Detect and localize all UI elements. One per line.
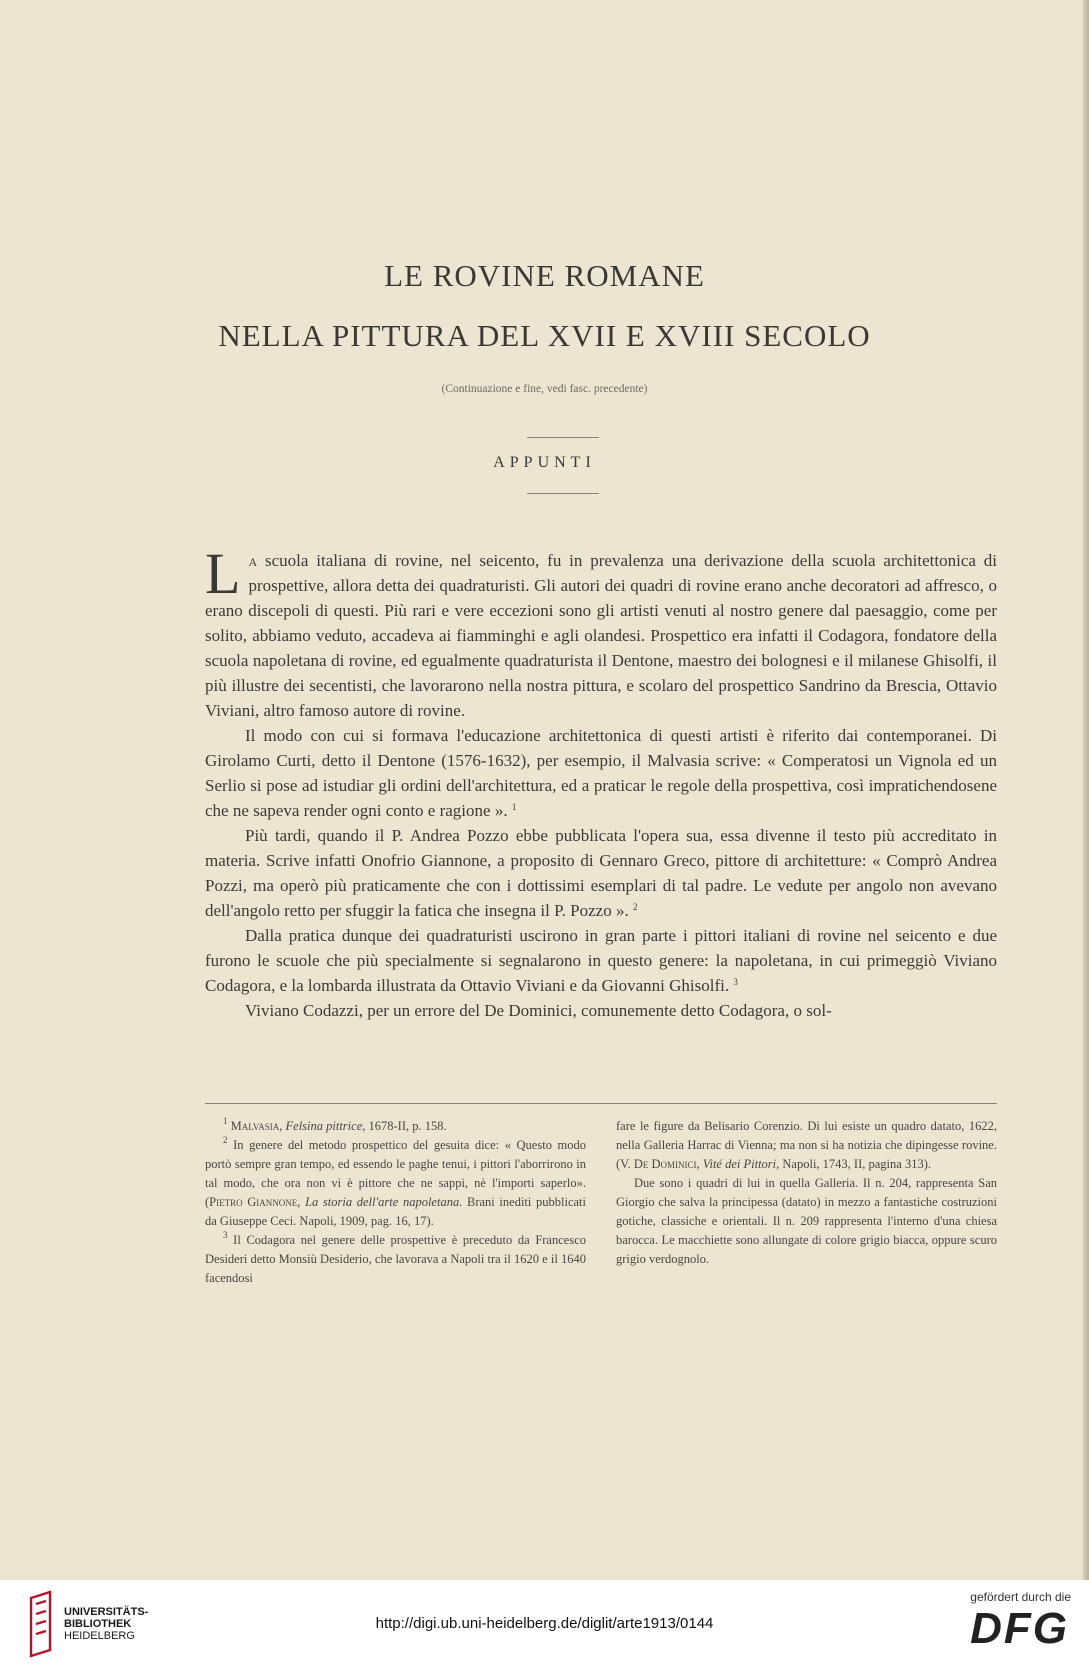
drop-cap: L [205,541,241,606]
footnote-ref-2[interactable]: 2 [632,902,638,912]
footnote-2 [205,1136,586,1231]
footnote-3-paragraph-2 [616,1174,997,1269]
footnote-2-number: 2 [223,1135,228,1145]
paragraph-5-text: Viviano Codazzi, per un errore del De Dominici, comunemente detto Codagora, o sol- [245,1001,832,1020]
footnote-2-title: La storia dell'arte napoletana. [300,1195,463,1209]
footnote-separator [205,1103,997,1104]
footnote-1-rest: 1678-II, p. 158. [365,1119,447,1133]
footnote-1-title: Felsina pittrice, [285,1119,366,1133]
footnote-2-text: In genere del metodo prospettico del gesuita dice: « Questo modo portò sempre gran tempo, ed essendo le paghe tenui, i pittori l'aborrirono in tal modo, che ora non vi è pittore che ne sappi, nè l'importi saperlo». ( [205,1138,586,1209]
paragraph-1 [205,541,997,723]
paragraph-1-text: scuola italiana di rovine, nel seicento, fu in prevalenza una derivazione della scuola architettonica di prospettive, allora detta dei quadraturisti. Gli autori dei quadri di rovine erano anche decoratori ad affresco, o erano discepoli di questi. Più rari e vere eccezioni sono gli artisti venuti al nostro genere dal paesaggio, come per solito, abbiamo veduto, accadeva ai fiamminghi e agli olandesi. Prospettico era infatti il Codagora, fondatore della scuola napoletana di rovine, ed egualmente quadraturista il Dentone, maestro dei bolognesi e il milanese Ghisolfi, il più illustre dei secentisti, che lavorarono nella nostra pittura, e scolaro del prospettico Sandrino da Brescia, Ottavio Viviani, altro famoso autore di rovine. [205,551,997,720]
footnote-3 [205,1231,586,1288]
footnote-3-continued [616,1117,997,1174]
footnote-3-title: Vité dei Pittori, [699,1157,780,1171]
footnote-1 [205,1117,586,1136]
article-body [205,541,997,1023]
article-title-line1: LE ROVINE ROMANE [384,258,705,293]
university-line-3: HEIDELBERG [64,1630,135,1642]
footnote-3-text-c: Due sono i quadri di lui in quella Galleria. Il n. 204, rappresenta San Giorgio che salva la principessa (datato) in mezzo a fantastiche costruzioni gotiche, classiche e orientali. Il n. 209 rappresenta l'interno d'una chiesa barocca. Le macchiette sono allungate di colore grigio biacca, oppure scuro grigio verdognolo. [616,1176,997,1266]
section-heading: APPUNTI [493,454,596,471]
footnote-3-author: De Dominici, [633,1157,700,1171]
university-line-1: UNIVERSITÄTS- [64,1606,149,1618]
drop-cap-lead: a [248,551,258,570]
page-edge-shadow [1083,0,1089,1580]
footnote-3-text-b: fare le figure da Belisario Corenzio. Di lui esiste un quadro datato, 1622, nella Galleria Harrac di Vienna; ma non si ha notizia che dipingesse rovine. (V. [616,1119,997,1171]
footnote-ref-3[interactable]: 3 [733,977,738,987]
paragraph-4 [205,923,997,998]
footnote-2-author: Pietro Giannone, [209,1195,301,1209]
footnotes-left-column [205,1117,586,1288]
paragraph-2-text: Il modo con cui si formava l'educazione architettonica di questi artisti è riferito dai contemporanei. Di Girolamo Curti, detto il Dentone (1576-1632), per esempio, il Malvasia scrive: « Comperatosi un Vignola ed un Serlio si pose ad istudiar gli ordini dell'architettura, ed a praticar le regole della prospettiva, così impratichendosene che ne sapeva render ogni conto e ragione ». [205,726,997,820]
university-line-2: BIBLIOTHEK [64,1618,132,1630]
paragraph-5 [205,998,997,1023]
article-title-line2: NELLA PITTURA DEL XVII E XVIII SECOLO [218,318,871,353]
divider-bottom [527,493,599,494]
article-subtitle: (Continuazione e fine, vedi fasc. precedente) [441,383,648,395]
dfg-logo[interactable]: DFG [970,1604,1069,1653]
paragraph-4-text: Dalla pratica dunque dei quadraturisti uscirono in gran parte i pittori italiani di rovine nel seicento e due furono le scuole che più specialmente si segnalarono in questo genere: la napoletana, in cui primeggiò Viviano Codagora, e la lombarda illustrata da Ottavio Viviani e da Giovanni Ghisolfi. [205,926,997,995]
divider-top [527,437,599,438]
footnotes-right-column [616,1117,997,1269]
footnote-2-rest: Brani inediti pubblicati da Giuseppe Ceci. Napoli, 1909, pag. 16, 17). [205,1195,586,1228]
footnote-1-author: Malvasia, [230,1119,283,1133]
paragraph-3 [205,823,997,923]
footnote-1-number: 1 [223,1116,228,1126]
footnote-3-number: 3 [223,1230,228,1240]
paragraph-3-text: Più tardi, quando il P. Andrea Pozzo ebbe pubblicata l'opera sua, essa divenne il testo più accreditato in materia. Scrive infatti Onofrio Giannone, a proposito di Gennaro Greco, pittore di architetture: « Comprò Andrea Pozzi, ma operò più praticamente che con i dottissimi esemplari di tal padre. Le vedute per angolo non avevano dell'angolo retto per sfuggir la fatica che insegna il P. Pozzo ». [205,826,997,920]
paragraph-2 [205,723,997,823]
permalink-url[interactable]: http://digi.ub.uni-heidelberg.de/diglit/arte1913/0144 [375,1615,714,1632]
footnote-3-text: Il Codagora nel genere delle prospettive è preceduto da Francesco Desideri detto Monsiù Desiderio, che lavorava a Napoli tra il 1620 e il 1640 facendosi [205,1233,586,1285]
funded-by-label: gefördert durch die [970,1590,1071,1604]
footnote-ref-1[interactable]: 1 [511,802,517,812]
footnote-3-rest: Napoli, 1743, II, pagina 313). [779,1157,931,1171]
